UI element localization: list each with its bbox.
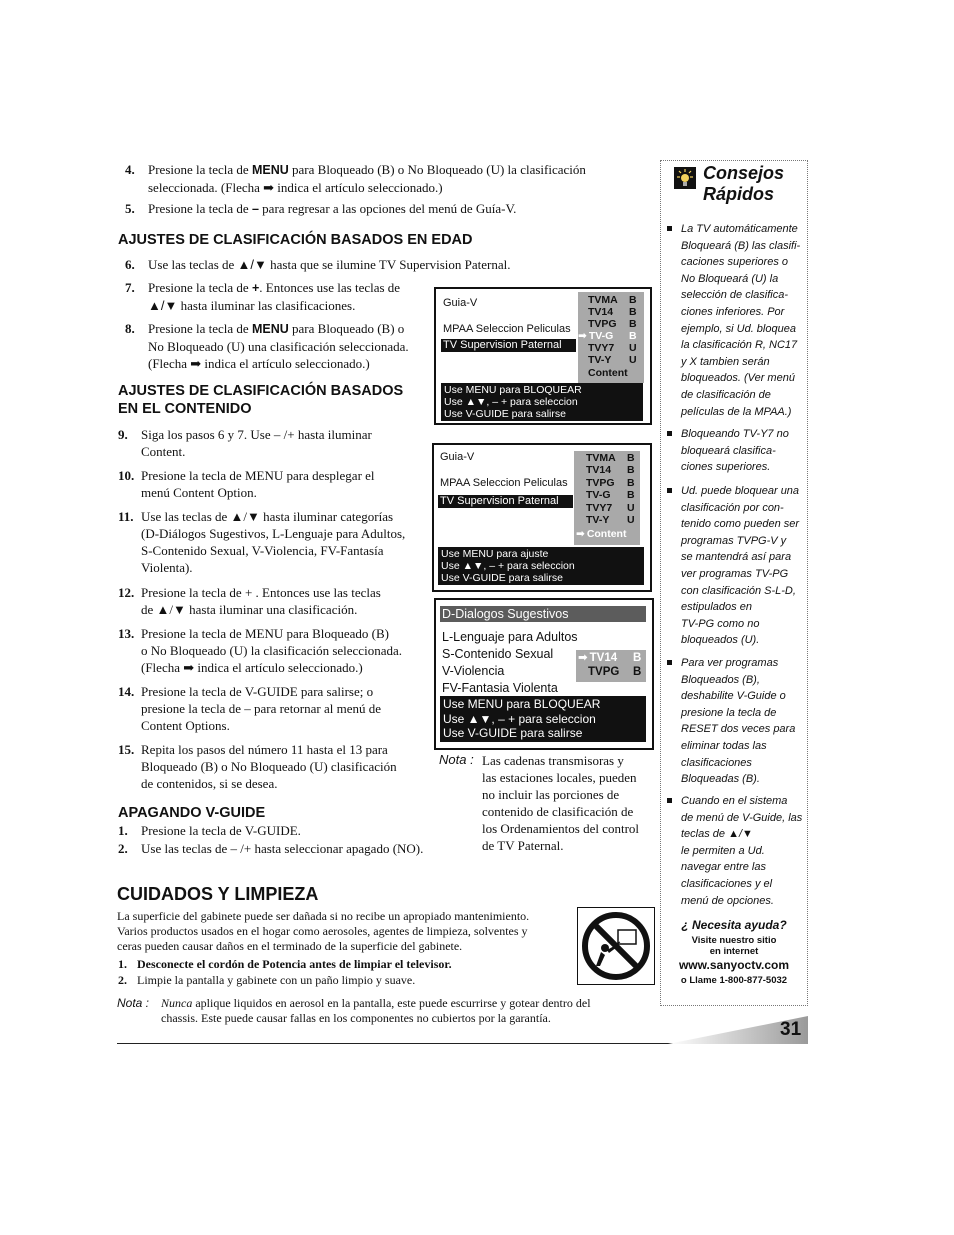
osd-screen-2 bbox=[432, 443, 652, 592]
osd-screen-1 bbox=[434, 287, 652, 425]
osd-rating-value: B bbox=[627, 477, 635, 489]
step-text: Repita los pasos del número 11 hasta el 13 para Bloqueado (B) o No Bloqueado (U) clasificación de contenidos, si se desea. bbox=[141, 742, 397, 791]
osd-title: Guia-V bbox=[440, 451, 475, 463]
help-heading: ¿ Necesita ayuda? bbox=[681, 918, 787, 932]
step-text: Presione la tecla de V-GUIDE para salirse; o presione la tecla de – para retornar al menú de Content Options. bbox=[141, 684, 382, 733]
osd-rating-row: TVY7 bbox=[588, 342, 615, 354]
tip-item: Bloqueando TV-Y7 no bloqueará clasifica- ciones superiores. bbox=[681, 426, 803, 476]
step-number: 7. bbox=[125, 280, 135, 295]
osd-rating-value: B bbox=[629, 306, 637, 318]
osd-title: Guia-V bbox=[443, 297, 478, 309]
tip-item: Cuando en el sistema de menú de V-Guide, las teclas de ▲/▼ le permiten a Ud. navegar entre las clasificaciones y el menú de opciones. bbox=[681, 793, 803, 909]
bullet-icon bbox=[667, 226, 672, 231]
step-number: 14. bbox=[118, 684, 135, 699]
step-text: Presione la tecla de +. Entonces use las teclas de ▲/▼ hasta iluminar las clasificaciones. bbox=[148, 280, 401, 313]
osd-rating-row: TV-Y bbox=[586, 514, 610, 526]
osd-rating-value: B bbox=[633, 652, 642, 664]
osd-item-tv-supervision: TV Supervision Paternal bbox=[438, 495, 573, 508]
section-heading-age: AJUSTES DE CLASIFICACIÓN BASADOS EN EDAD bbox=[118, 232, 473, 248]
bullet-icon bbox=[667, 798, 672, 803]
osd-rating-value: U bbox=[627, 514, 635, 526]
care-paragraph: La superficie del gabinete puede ser dañada si no recibe un apropiado mantenimiento. Varios productos usados en el hogar como aerosoles, agentes de limpieza, solventes y ceras pueden causar daños en el terminado de la superficie del gabinete. bbox=[117, 909, 530, 953]
osd-footer: Use MENU para ajuste Use ▲▼, – + para seleccion Use V-GUIDE para salirse bbox=[438, 547, 644, 585]
help-visit: Visite nuestro sitio en internet bbox=[691, 935, 777, 957]
tip-item: La TV automáticamente Bloqueará (B) las clasifi- caciones superiores o No Bloqueará (U) la selección de clasifica- ciones inferiores. Por ejemplo, si Ud. bloquea la clasificación R, NC17 y X tambien serán bloqueados. (Ver menú de clasificación de películas de la MPAA.) bbox=[681, 221, 803, 420]
osd-footer: Use MENU para BLOQUEAR Use ▲▼, – + para seleccion Use V-GUIDE para salirse bbox=[441, 383, 643, 421]
step-number: 4. bbox=[125, 162, 135, 177]
nota-text: Las cadenas transmisoras y las estaciones locales, pueden no incluir las porciones de contenido de clasificación de los Ordenamientos del control de TV Paternal. bbox=[482, 753, 640, 853]
step-number: 9. bbox=[118, 427, 128, 442]
osd-rating-row-selected: ➡ Content bbox=[576, 528, 627, 540]
osd-rating-row: TVY7 bbox=[586, 502, 613, 514]
page-number: 31 bbox=[780, 1019, 802, 1040]
osd-rating-row: Content bbox=[588, 367, 628, 379]
step-number: 6. bbox=[125, 257, 135, 272]
lightbulb-icon bbox=[674, 167, 696, 189]
osd-rating-row: TVPG bbox=[588, 666, 620, 678]
osd-item-tv-supervision: TV Supervision Paternal bbox=[441, 339, 576, 352]
care-heading: CUIDADOS Y LIMPIEZA bbox=[117, 884, 319, 904]
osd-rating-row: TVMA bbox=[586, 452, 616, 464]
step-number: 15. bbox=[118, 742, 135, 757]
osd-rating-value: U bbox=[627, 502, 635, 514]
bullet-icon bbox=[667, 660, 672, 665]
step-text: Presione la tecla de MENU para Bloqueado (B) o No Bloqueado (U) una clasificación seleccionada. (Flecha ➡ indica el artículo seleccionado.) bbox=[148, 321, 409, 371]
osd-rating-value: B bbox=[627, 452, 635, 464]
step-text: Siga los pasos 6 y 7. Use – /+ hasta iluminar Content. bbox=[141, 427, 372, 459]
osd-item: S-Contenido Sexual bbox=[442, 647, 554, 661]
step-text: Use las teclas de ▲/▼ hasta iluminar categorías (D-Diálogos Sugestivos, L-Lenguaje para Adultos, S-Contenido Sexual, V-Violencia, FV-Fantasía Violenta). bbox=[141, 509, 406, 575]
osd-rating-row: TVPG bbox=[588, 318, 617, 330]
osd-item: L-Lenguaje para Adultos bbox=[442, 630, 578, 644]
care-nota-label: Nota : bbox=[117, 996, 150, 1010]
osd-rating-value: B bbox=[629, 330, 637, 342]
step-number: 11. bbox=[118, 509, 134, 524]
help-url[interactable]: www.sanyoctv.com bbox=[678, 958, 790, 972]
step-text: Presione la tecla de MENU para Bloqueado (B) o No Bloqueado (U) la clasificación seleccionada. (Flecha ➡ indica el artículo seleccionado.) bbox=[148, 162, 586, 195]
step-number: 13. bbox=[118, 626, 135, 641]
no-spray-icon bbox=[577, 907, 655, 985]
osd-rating-row: TV-G bbox=[586, 489, 611, 501]
osd-rating-value: B bbox=[627, 489, 635, 501]
care-nota-text: Nunca aplique liquidos en aerosol en la pantalla, este puede escurrirse y gotear dentro del chassis. Este puede causar fallas en los componentes no cubiertos por la garantía. bbox=[161, 996, 591, 1025]
step-text: Presione la tecla de MENU para Bloqueado (B) o No Bloqueado (U) la clasificación seleccionada. (Flecha ➡ indica el artículo seleccionado.) bbox=[141, 626, 402, 675]
osd-rating-row: TV14 bbox=[586, 464, 612, 476]
osd-rating-value: U bbox=[629, 342, 637, 354]
step-text: Presione la tecla de – para regresar a las opciones del menú de Guía-V. bbox=[148, 201, 517, 216]
care-step-1: 1. Desconecte el cordón de Potencia antes de limpiar el televisor. bbox=[118, 957, 452, 971]
osd-rating-row-selected: ➡ TV-G bbox=[578, 330, 614, 342]
step-text: Use las teclas de ▲/▼ hasta que se ilumine TV Supervision Paternal. bbox=[148, 257, 511, 272]
osd-footer: Use MENU para BLOQUEAR Use ▲▼, – + para seleccion Use V-GUIDE para salirse bbox=[440, 696, 646, 742]
osd-screen-3 bbox=[434, 598, 654, 750]
step-number: 8. bbox=[125, 321, 135, 336]
osd-rating-value: B bbox=[633, 666, 642, 678]
step-text: Presione la tecla de MENU para desplegar el menú Content Option. bbox=[141, 468, 375, 500]
osd-rating-value: U bbox=[629, 354, 637, 366]
step-number: 10. bbox=[118, 468, 135, 483]
tips-title: Consejos Rápidos bbox=[703, 163, 785, 204]
step-number: 5. bbox=[125, 201, 135, 216]
osd-rating-value: B bbox=[627, 464, 635, 476]
tip-item: Para ver programas Bloqueados (B), deshabilite V-Guide o presione la tecla de RESET dos veces para eliminar todas las clasificaciones Bloqueadas (B). bbox=[681, 655, 803, 788]
osd-item-mpaa: MPAA Seleccion Peliculas bbox=[440, 477, 568, 489]
osd-rating-row: TV-Y bbox=[588, 354, 612, 366]
step-number: 12. bbox=[118, 585, 135, 600]
section-heading-off: APAGANDO V-GUIDE bbox=[118, 805, 266, 821]
osd-rating-row: TVMA bbox=[588, 294, 618, 306]
nota-label: Nota : bbox=[439, 752, 474, 767]
bullet-icon bbox=[667, 488, 672, 493]
osd-header: D-Dialogos Sugestivos bbox=[440, 606, 646, 622]
help-phone: o Llame 1-800-877-5032 bbox=[680, 975, 788, 986]
osd-item: FV-Fantasia Violenta bbox=[442, 681, 558, 695]
osd-rating-row-selected: ➡ TV14 bbox=[578, 652, 618, 664]
step-text: Presione la tecla de + . Entonces use las teclas de ▲/▼ hasta iluminar una clasificación. bbox=[141, 585, 381, 617]
tip-item: Ud. puede bloquear una clasificación por con- tenido como pueden ser programas TVPG-V y se mantendrá así para ver programas TV-PG con clasificación S-L-D, estipulados en TV-PG como no bloqueados (U). bbox=[681, 483, 803, 649]
bullet-icon bbox=[667, 431, 672, 436]
osd-rating-row: TV14 bbox=[588, 306, 614, 318]
osd-item-mpaa: MPAA Seleccion Peliculas bbox=[443, 323, 571, 335]
tips-sidebar bbox=[660, 160, 808, 1006]
osd-item: V-Violencia bbox=[442, 664, 505, 678]
osd-rating-value: B bbox=[629, 294, 637, 306]
care-step-2: 2. Limpie la pantalla y gabinete con un paño limpio y suave. bbox=[118, 973, 416, 987]
osd-rating-value: B bbox=[629, 318, 637, 330]
section-heading-content: AJUSTES DE CLASIFICACIÓN BASADOS EN EL CONTENIDO bbox=[118, 383, 404, 417]
osd-rating-row: TVPG bbox=[586, 477, 615, 489]
